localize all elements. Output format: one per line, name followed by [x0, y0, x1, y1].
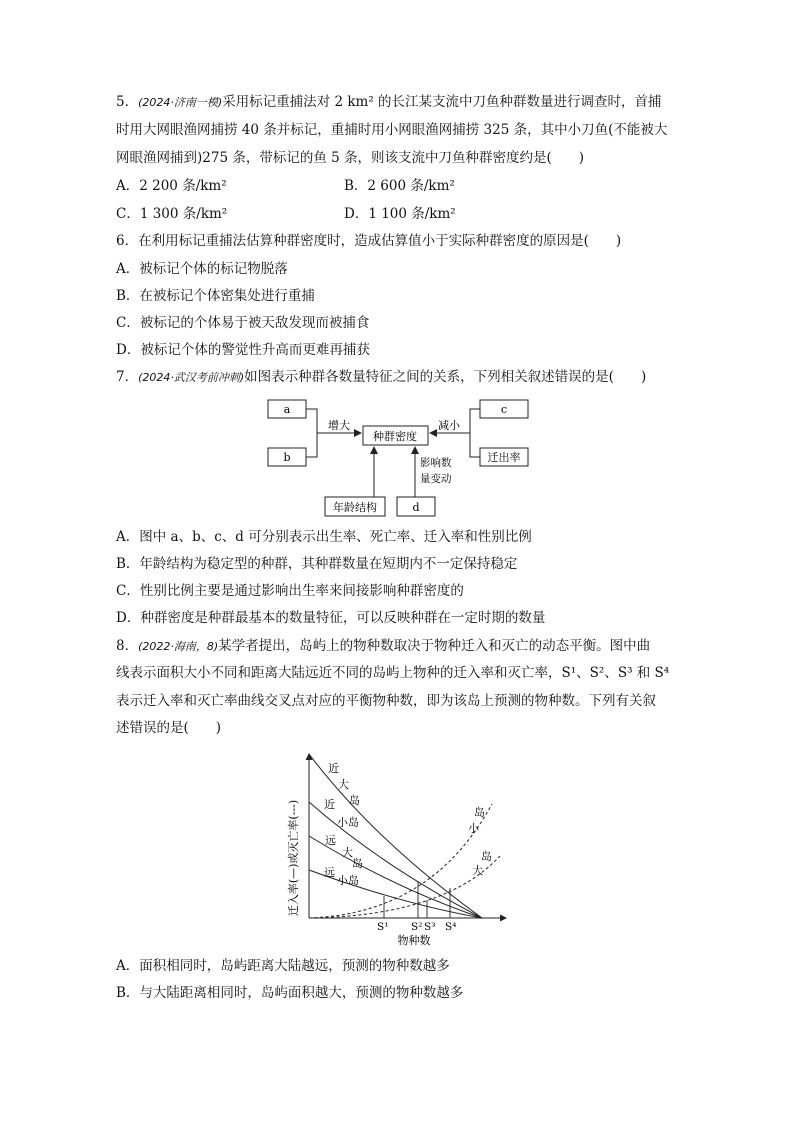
- q5-line2: 时用大网眼渔网捕捞 40 条并标记，重捕时用小网眼渔网捕捞 325 条，其中小刀鱼(不能被大: [116, 122, 668, 138]
- label-near-small-1: 近: [324, 798, 335, 811]
- label-d: d: [412, 501, 420, 514]
- q8-option-b: B．与大陆距离相同时，岛屿面积越大，预测的物种数越多: [116, 985, 464, 1001]
- label-far-small-2: 小岛: [337, 874, 359, 887]
- q8-line1: [116, 637, 650, 656]
- label-small-island-2: 小: [468, 822, 479, 835]
- tick-s4: S⁴: [445, 921, 457, 933]
- label-near-big-3: 岛: [349, 794, 360, 807]
- q6-stem: 6．在利用标记重捕法估算种群密度时，造成估算值小于实际种群密度的原因是( ): [116, 233, 622, 249]
- tick-s2: S²: [411, 921, 423, 933]
- q8-line4: 述错误的是( ): [116, 720, 222, 736]
- label-age: 年龄结构: [333, 501, 377, 514]
- q6-option-c: C．被标记的个体易于被天敌发现而被捕食: [116, 315, 370, 331]
- label-c: c: [500, 403, 508, 416]
- q8-source: (2022·海南，8): [138, 640, 219, 653]
- q6-option-b: B．在被标记个体密集处进行重捕: [116, 288, 315, 304]
- label-near-small-2: 小岛: [337, 816, 359, 829]
- q6-option-d: D．被标记个体的警觉性升高而更难再捕获: [116, 342, 370, 358]
- tick-s1: S¹: [377, 921, 389, 933]
- q5-line3: 网眼渔网捕到)275 条，带标记的鱼 5 条，则该支流中刀鱼种群密度约是( ): [116, 150, 585, 166]
- q5-source: (2024·济南一模): [138, 96, 223, 109]
- q5-option-d: D．1 100 条/km²: [344, 206, 456, 222]
- label-near-big-1: 近: [328, 762, 339, 775]
- label-far-small-1: 远: [324, 866, 335, 879]
- label-center: 种群密度: [373, 430, 417, 443]
- q8-text-1: 某学者提出，岛屿上的物种数取决于物种迁入和灭亡的动态平衡。图中曲: [218, 638, 651, 654]
- label-affect-1: 影响数: [420, 457, 452, 469]
- q7-option-d: D．种群密度是种群最基本的数量特征，可以反映种群在一定时期的数量: [116, 610, 546, 626]
- curve-near-small-island: [309, 802, 482, 918]
- q8-line2: 线表示面积大小不同和距离大陆远近不同的岛屿上物种的迁入率和灭亡率，S¹、S²、S³ 和 S⁴: [116, 665, 670, 681]
- q8-line3: 表示迁入率和灭亡率曲线交叉点对应的平衡物种数，即为该岛上预测的物种数。下列有关叙: [116, 693, 656, 709]
- q8-option-a: A．面积相同时，岛屿距离大陆越远，预测的物种数越多: [116, 958, 450, 974]
- q5-number: 5．: [116, 94, 139, 110]
- label-far-big-2: 大: [342, 846, 353, 859]
- q7-option-a: A．图中 a、b、c、d 可分别表示出生率、死亡率、迁入率和性别比例: [116, 529, 532, 545]
- q7-text-1: 如图表示种群各数量特征之间的关系，下列相关叙述错误的是( ): [244, 369, 647, 385]
- label-far-big-1: 远: [325, 834, 336, 847]
- q6-option-a: A．被标记个体的标记物脱落: [116, 261, 288, 277]
- label-near-big-2: 大: [338, 778, 349, 791]
- tick-s3: S³: [424, 921, 436, 933]
- label-increase: 增大: [328, 419, 350, 432]
- label-emigration: 迁出率: [487, 451, 521, 464]
- island-species-chart: [282, 748, 518, 950]
- label-affect-2: 量变动: [420, 473, 452, 485]
- q5-option-b: B．2 600 条/km²: [344, 178, 455, 194]
- label-a: a: [283, 403, 291, 416]
- q7-line1: [116, 368, 646, 387]
- q5-option-a: A．2 200 条/km²: [116, 178, 227, 194]
- label-decrease: 减小: [438, 419, 460, 432]
- q5-line1: [116, 93, 662, 112]
- q5-text-1: 采用标记重捕法对 2 km² 的长江某支流中刀鱼种群数量进行调查时，首捕: [222, 94, 662, 110]
- q7-option-c: C．性别比例主要是通过影响出生率来间接影响种群密度的: [116, 583, 464, 599]
- chart-xlabel: 物种数: [397, 934, 431, 947]
- label-far-big-3: 岛: [352, 857, 363, 870]
- chart-ylabel: 迁入率(—)或灭亡率(---): [287, 799, 300, 917]
- q7-option-b: B．年龄结构为稳定型的种群，其种群数量在短期内不一定保持稳定: [116, 556, 518, 572]
- label-b: b: [283, 451, 291, 464]
- q5-option-c: C．1 300 条/km²: [116, 206, 228, 222]
- q7-number: 7．: [116, 369, 139, 385]
- label-small-island-1: 岛: [474, 806, 485, 819]
- label-big-island-2: 大: [472, 864, 483, 877]
- label-big-island-1: 岛: [481, 850, 492, 863]
- q8-number: 8．: [116, 638, 139, 654]
- q7-source: (2024·武汉考前冲刺): [138, 371, 245, 384]
- population-feature-diagram: [255, 394, 555, 522]
